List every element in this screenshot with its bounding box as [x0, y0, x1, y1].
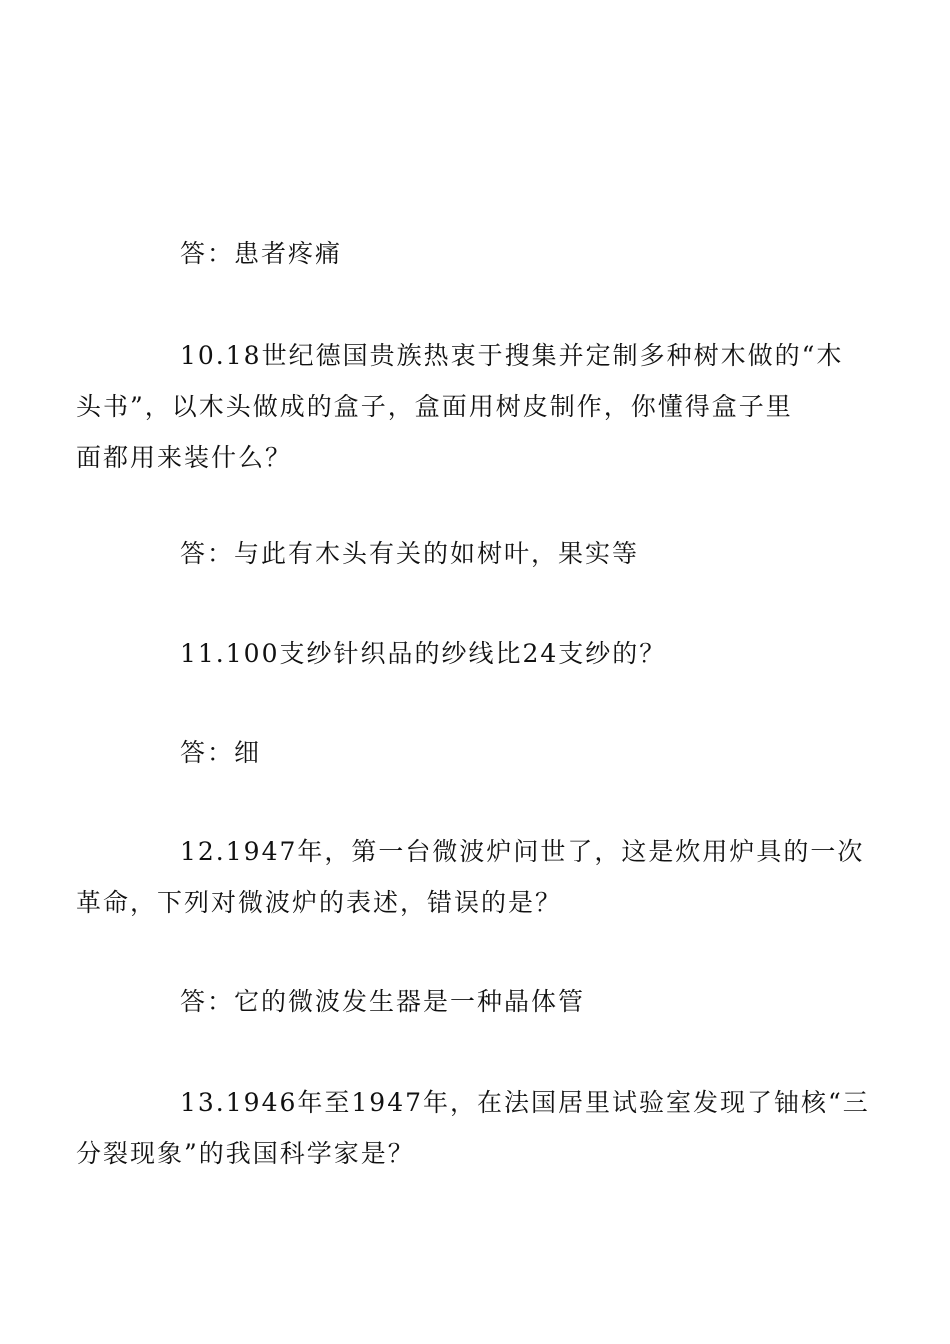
text-line: 面都用来装什么？ [76, 443, 293, 472]
text-line: 答：细 [180, 738, 262, 767]
text-line: 分裂现象”的我国科学家是？ [76, 1139, 415, 1168]
text-line: 10.18世纪德国贵族热衷于搜集并定制多种树木做的“木 [180, 341, 844, 370]
answer-12 [128, 976, 828, 1027]
question-10 [76, 330, 844, 483]
text-line: 革命，下列对微波炉的表述，错误的是？ [76, 888, 563, 917]
answer-10 [128, 528, 828, 579]
answer-9 [128, 228, 828, 279]
question-11 [128, 628, 828, 679]
text-line: 答：它的微波发生器是一种晶体管 [180, 987, 586, 1016]
text-line: 11.100支纱针织品的纱线比24支纱的？ [180, 639, 667, 668]
text-line: 头书”，以木头做成的盒子，盒面用树皮制作，你懂得盒子里 [76, 392, 793, 421]
question-12 [76, 826, 865, 928]
text-line: 12.1947年，第一台微波炉问世了，这是炊用炉具的一次 [180, 837, 865, 866]
text-line: 答：与此有木头有关的如树叶，果实等 [180, 539, 640, 568]
answer-11 [128, 727, 828, 778]
text-line: 答：患者疼痛 [180, 239, 343, 268]
text-line: 13.1946年至1947年，在法国居里试验室发现了铀核“三 [180, 1088, 870, 1117]
question-13 [76, 1077, 870, 1179]
